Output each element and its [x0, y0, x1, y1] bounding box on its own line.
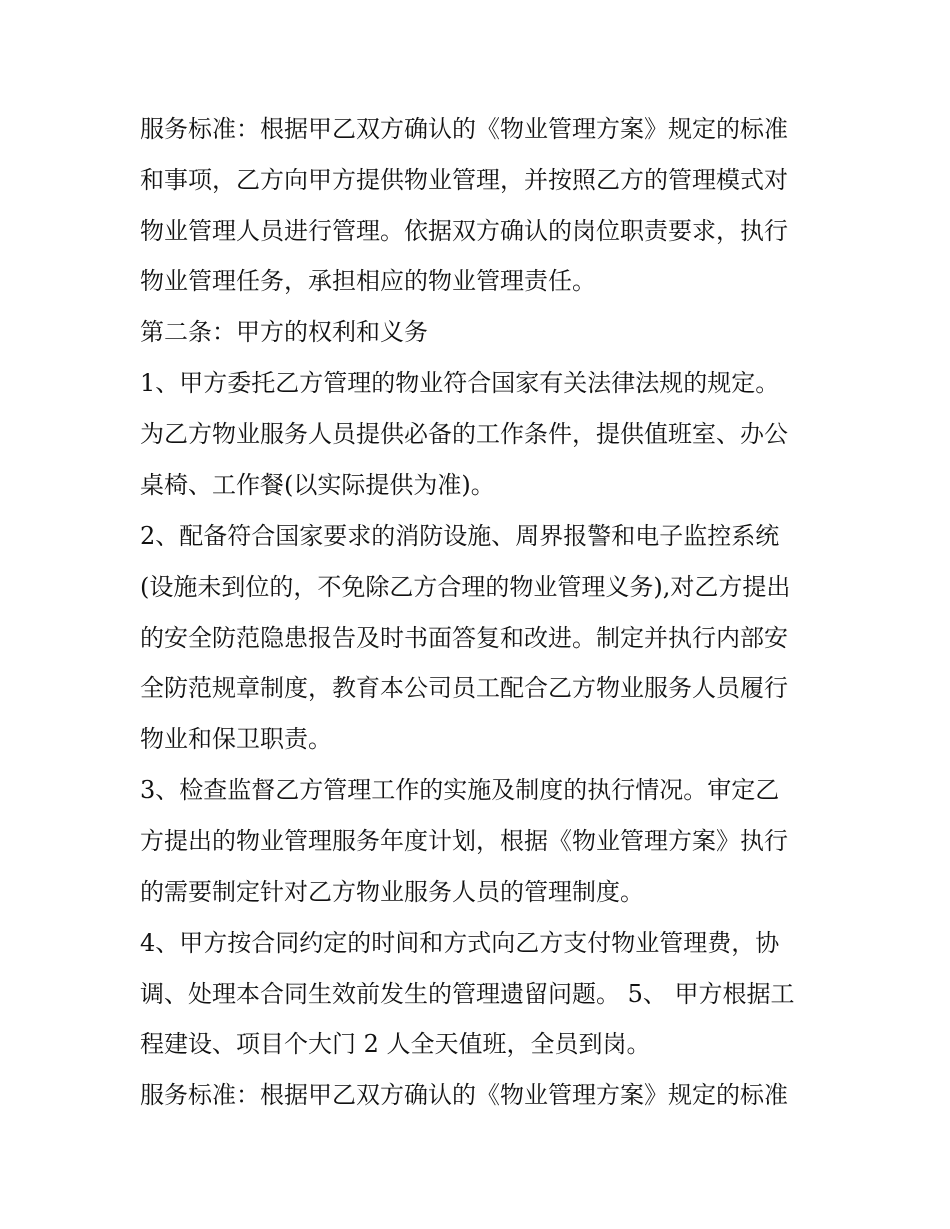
text-line: 3、检查监督乙方管理工作的实施及制度的执行情况。审定乙: [140, 776, 780, 804]
text-line: 物业管理人员进行管理。依据双方确认的岗位职责要求，执行: [140, 217, 788, 245]
text-line: 程建设、项目个大门 2 人全天值班，全员到岗。: [140, 1030, 651, 1058]
text-line: 4、甲方按合同约定的时间和方式向乙方支付物业管理费，协: [140, 929, 780, 957]
text-line: 服务标准：根据甲乙双方确认的《物业管理方案》规定的标准: [140, 115, 788, 143]
text-line: 物业和保卫职责。: [140, 725, 332, 753]
text-line: 方提出的物业管理服务年度计划，根据《物业管理方案》执行: [140, 827, 788, 855]
text-line: 的安全防范隐患报告及时书面答复和改进。制定并执行内部安: [140, 624, 788, 652]
text-line: 2、配备符合国家要求的消防设施、周界报警和电子监控系统: [140, 522, 780, 550]
text-line: 1、甲方委托乙方管理的物业符合国家有关法律法规的规定。: [140, 369, 780, 397]
text-line: 全防范规章制度，教育本公司员工配合乙方物业服务人员履行: [140, 674, 788, 702]
section-heading: 第二条：甲方的权利和义务: [140, 318, 428, 346]
text-line: 和事项，乙方向甲方提供物业管理，并按照乙方的管理模式对: [140, 166, 788, 194]
text-line: 调、处理本合同生效前发生的管理遗留问题。 5、 甲方根据工: [140, 980, 795, 1008]
text-line: 的需要制定针对乙方物业服务人员的管理制度。: [140, 878, 644, 906]
text-line: 服务标准：根据甲乙双方确认的《物业管理方案》规定的标准: [140, 1081, 788, 1109]
text-line: 为乙方物业服务人员提供必备的工作条件，提供值班室、办公: [140, 420, 788, 448]
text-line: (设施未到位的，不免除乙方合理的物业管理义务),对乙方提出: [140, 573, 791, 601]
text-line: 物业管理任务，承担相应的物业管理责任。: [140, 267, 596, 295]
text-line: 桌椅、工作餐(以实际提供为准)。: [140, 471, 495, 499]
